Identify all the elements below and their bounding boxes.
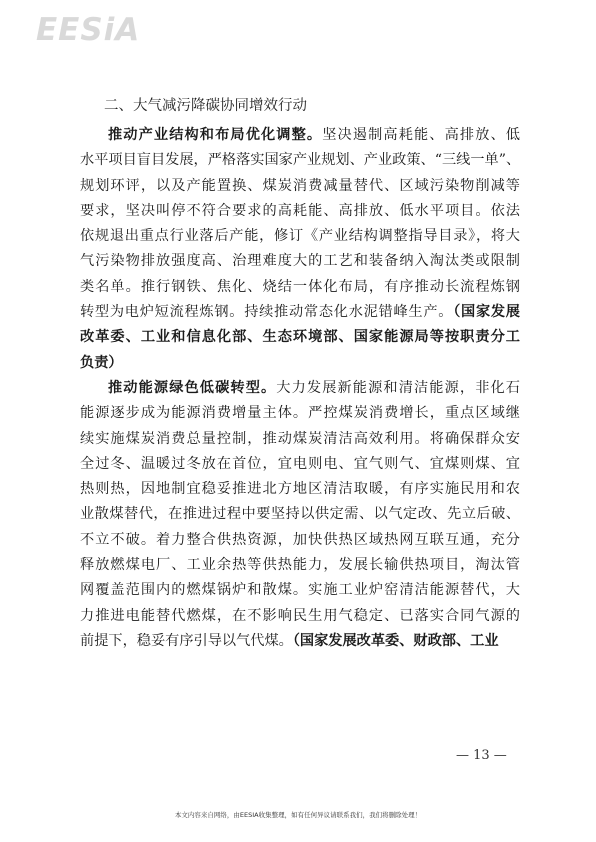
- paragraph-line: [80, 427, 520, 452]
- paragraph-line: [80, 452, 520, 477]
- body-text: 规划环评，以及产能置换、煤炭消费减量替代、区域污染物削减等: [80, 177, 520, 194]
- body-text: 气污染物排放强度高、治理难度大的工艺和装备纳入淘汰类或限制: [80, 253, 520, 270]
- paragraph-line: [80, 502, 520, 527]
- paragraph-line: [80, 553, 520, 578]
- body-text: 转型为电炉短流程炼钢。持续推动常态化水泥错峰生产。: [80, 304, 454, 321]
- paragraph-line: [80, 376, 520, 401]
- body-text: 要求，坚决叫停不符合要求的高耗能、高排放、低水平项目。依法: [80, 202, 520, 219]
- paragraph-line: [80, 249, 520, 274]
- paragraph-line: [80, 401, 520, 426]
- bold-text: 推动能源绿色低碳转型。: [108, 379, 277, 396]
- document-body: [80, 123, 520, 654]
- body-text: 释放燃煤电厂、工业余热等供热能力，发展长输供热项目，淘汰管: [80, 557, 520, 574]
- bold-text: 改革委、工业和信息化部、生态环境部、国家能源局等按职责分工: [80, 329, 520, 346]
- paragraph-line: [80, 629, 520, 654]
- paragraph-line: [80, 528, 520, 553]
- page-number: — 13 —: [456, 748, 507, 763]
- bold-text: 推动产业结构和布局优化调整。: [108, 127, 323, 143]
- body-text: 大力发展新能源和清洁能源，非化石: [276, 379, 520, 396]
- paragraph-line: [80, 300, 520, 325]
- paragraph-line: [80, 578, 520, 603]
- paragraph-line: [80, 148, 520, 173]
- bold-text: （国家发展: [453, 304, 520, 321]
- eesia-watermark-logo: EESiA: [36, 12, 141, 48]
- body-text: 热则热，因地制宜稳妥推进北方地区清洁取暖，有序实施民用和农: [80, 481, 520, 498]
- body-text: 全过冬、温暖过冬放在首位，宜电则电、宜气则气、宜煤则煤、宜: [80, 455, 520, 472]
- body-text: 不立不破。着力整合供热资源，加快供热区域热网互联互通，充分: [80, 531, 520, 548]
- bold-text: （国家发展改革委、财政部、工业: [292, 632, 499, 649]
- body-text: 水平项目盲目发展，严格落实国家产业规划、产业政策、“三线一单”、: [80, 152, 520, 169]
- paragraph-line: [80, 199, 520, 224]
- paragraph-line: [80, 174, 520, 199]
- paragraph-line: [80, 604, 520, 629]
- bold-text: 负责）: [80, 354, 123, 371]
- body-text: 前提下，稳妥有序引导以气代煤。: [80, 632, 293, 649]
- paragraph-line: [80, 325, 520, 350]
- body-text: 续实施煤炭消费总量控制，推动煤炭清洁高效利用。将确保群众安: [80, 430, 520, 447]
- paragraph-line: [80, 224, 520, 249]
- paragraph-line: [80, 275, 520, 300]
- body-text: 坚决遏制高耗能、高排放、低: [322, 127, 520, 143]
- paragraph-line: [80, 477, 520, 502]
- footer-disclaimer: 本文内容来自网络，由EESIA收集整理，如有任何异议请联系我们，我们将删除处理！: [174, 811, 422, 819]
- section-heading: 二、大气减污降碳协同增效行动: [104, 98, 307, 114]
- body-text: 类名单。推行钢铁、焦化、烧结一体化布局，有序推动长流程炼钢: [80, 278, 520, 295]
- body-text: 业散煤替代，在推进过程中要坚持以供定需、以气定改、先立后破、: [80, 506, 520, 523]
- body-text: 网覆盖范围内的燃煤锅炉和散煤。实施工业炉窑清洁能源替代，大: [80, 582, 520, 599]
- paragraph-line: [80, 123, 520, 148]
- paragraph-line: [80, 351, 520, 376]
- body-text: 依规退出重点行业落后产能，修订《产业结构调整指导目录》，将大: [80, 228, 520, 245]
- body-text: 能源逐步成为能源消费增量主体。严控煤炭消费增长，重点区域继: [80, 405, 520, 422]
- body-text: 力推进电能替代燃煤，在不影响民生用气稳定、已落实合同气源的: [80, 607, 520, 624]
